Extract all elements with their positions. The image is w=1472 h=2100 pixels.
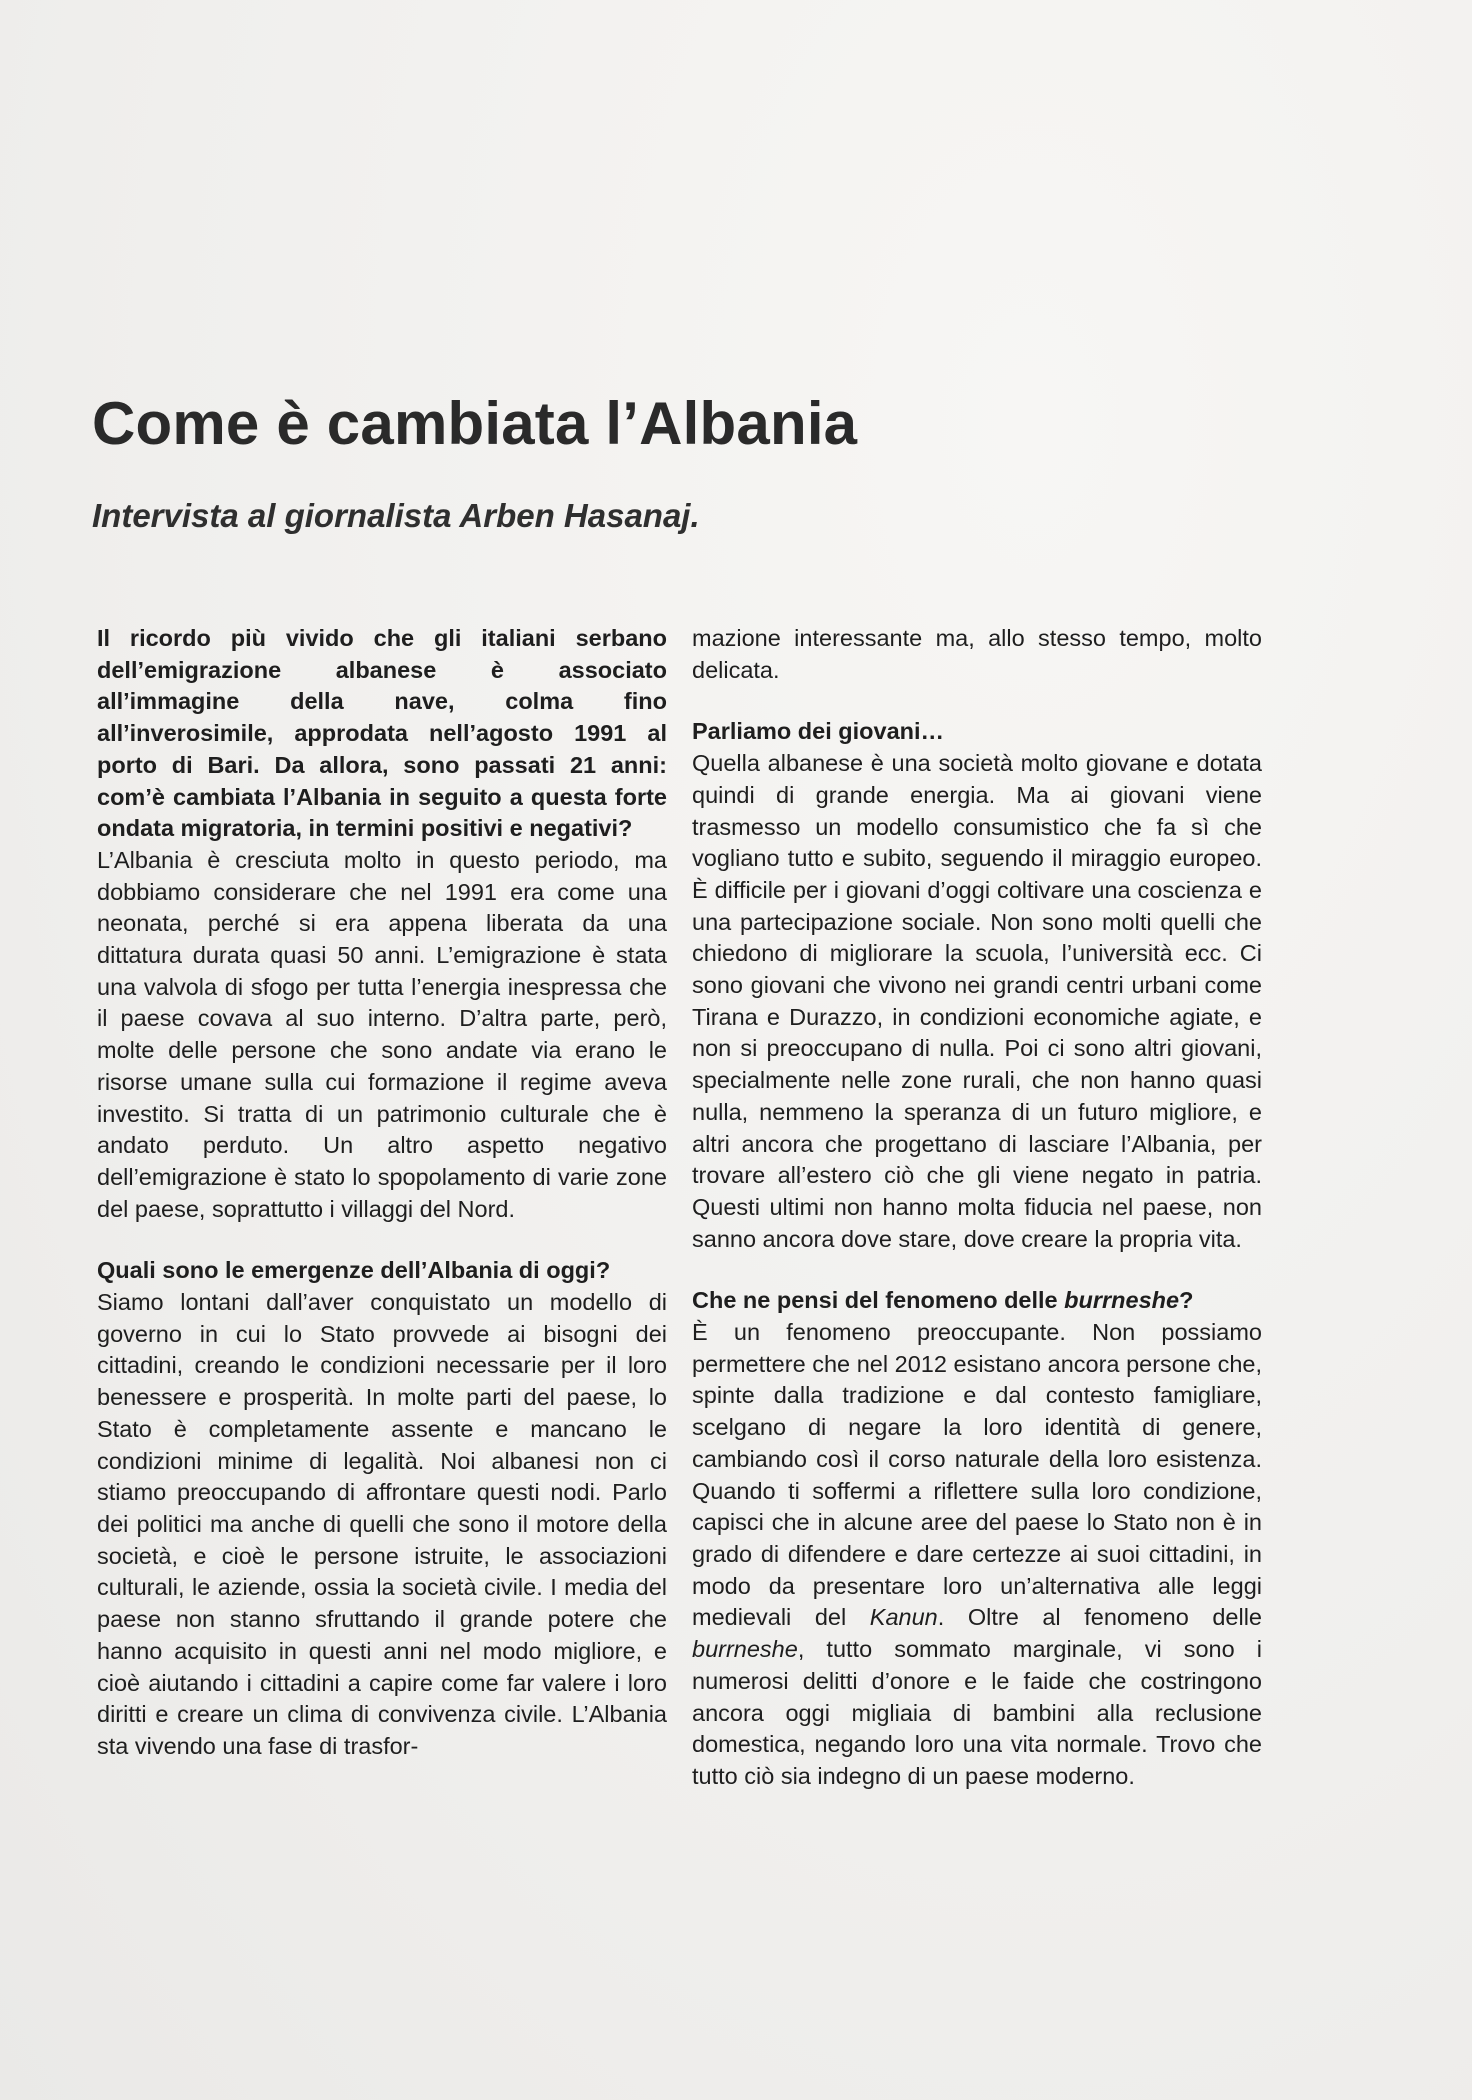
- paragraph-gap: [692, 1255, 1262, 1285]
- kanun-term: Kanun: [869, 1604, 938, 1631]
- answer-emigration: L’Albania è cresciuta molto in questo periodo, ma dobbiamo considerare che nel 1991 era come una neonata, perché si era appena liberata da una dittatura durata quasi 50 anni. L’emigrazione è stata una valvola di sfogo per tutta l’energia inespressa che il paese covava al suo interno. D’altra parte, però, molte delle persone che sono andate via erano le risorse umane sulla cui formazione il regime aveva investito. Si tratta di un patrimonio culturale che è andato perduto. Un altro aspetto negativo dell’emigrazione è stato lo spopolamento di varie zone del paese, soprattutto i villaggi del Nord.: [97, 846, 667, 1222]
- left-column: [97, 623, 667, 1763]
- answer-burrneshe-part3: , tutto sommato marginale, vi sono i numerosi delitti d’onore e le faide che costringono ancora oggi migliaia di bambini alla reclusione domestica, negando loro una vita normale. Trovo che tutto ciò sia indegno di un paese moderno.: [692, 1636, 1262, 1789]
- answer-burrneshe: [692, 1317, 1262, 1793]
- answer-emergencies: Siamo lontani dall’aver conquistato un modello di governo in cui lo Stato provvede ai bisogni dei cittadini, creando le condizioni necessarie per il loro benessere e prosperità. In molte parti del paese, lo Stato è completamente assente e mancano le condizioni minime di legalità. Noi albanesi non ci stiamo preoccupando di affrontare questi nodi. Parlo dei politici ma anche di quelli che sono il motore della società, e cioè le persone istruite, le associazioni culturali, le aziende, ossia la società civile. I media del paese non stanno sfruttando il grande potere che hanno acquisito in questi anni nel modo migliore, e cioè aiutando i cittadini a capire come far valere i loro diritti e creare un clima di convivenza civile. L’Albania sta vivendo una fase di trasfor-: [97, 1289, 667, 1759]
- article-title: Come è cambiata l’Albania: [92, 390, 858, 457]
- question-burrneshe-term: burrneshe: [1064, 1287, 1180, 1314]
- question-burrneshe-prefix: Che ne pensi del fenomeno delle: [692, 1287, 1065, 1314]
- paragraph-gap: [692, 686, 1262, 716]
- question-emigration: Il ricordo più vivido che gli italiani serbano dell’emigrazione albanese è associato all’immagine della nave, colma fino all’inverosimile, approdata nell’agosto 1991 al porto di Bari. Da allora, sono passati 21 anni: com’è cambiata l’Albania in seguito a questa forte ondata migratoria, in termini positivi e negativi?: [97, 625, 667, 842]
- answer-burrneshe-part1: È un fenomeno preoccupante. Non possiamo permettere che nel 2012 esistano ancora persone che, spinte dalla tradizione e dal contesto famigliare, scelgano di negare la loro identità di genere, cambiando così il corso naturale della loro esistenza. Quando ti soffermi a riflettere sulla loro condizione, capisci che in alcune aree del paese lo Stato non è in grado di difendere e dare certezze ai suoi cittadini, in modo da presentare loro un’alternativa alle leggi medievali del: [692, 1319, 1262, 1631]
- question-emergencies: Quali sono le emergenze dell’Albania di oggi?: [97, 1257, 611, 1284]
- article-subtitle: Intervista al giornalista Arben Hasanaj.: [92, 497, 700, 534]
- answer-youth: Quella albanese è una società molto giovane e dotata quindi di grande energia. Ma ai giovani viene trasmesso un modello consumistico che fa sì che vogliano tutto e subito, seguendo il miraggio europeo. È difficile per i giovani d’oggi coltivare una coscienza e una partecipazione sociale. Non sono molti quelli che chiedono di migliorare la scuola, l’università ecc. Ci sono giovani che vivono nei grandi centri urbani come Tirana e Durazzo, in condizioni economiche agiate, e non si preoccupano di nulla. Poi ci sono altri giovani, specialmente nelle zone rurali, che non hanno quasi nulla, nemmeno la speranza di un futuro migliore, e altri ancora che progettano di lasciare l’Albania, per trovare all’estero ciò che gli viene negato in patria. Questi ultimi non hanno molta fiducia nel paese, non sanno ancora dove stare, dove creare la propria vita.: [692, 750, 1262, 1252]
- question-youth: Parliamo dei giovani…: [692, 718, 945, 745]
- paragraph-gap: [97, 1225, 667, 1255]
- burrneshe-term: burrneshe: [692, 1636, 798, 1663]
- answer-emergencies-continued: mazione interessante ma, allo stesso tempo, molto delicata.: [692, 625, 1262, 683]
- question-burrneshe: [692, 1285, 1262, 1317]
- question-burrneshe-suffix: ?: [1179, 1287, 1194, 1314]
- answer-burrneshe-part2: . Oltre al fenomeno delle: [937, 1604, 1262, 1631]
- right-column: [692, 623, 1262, 1793]
